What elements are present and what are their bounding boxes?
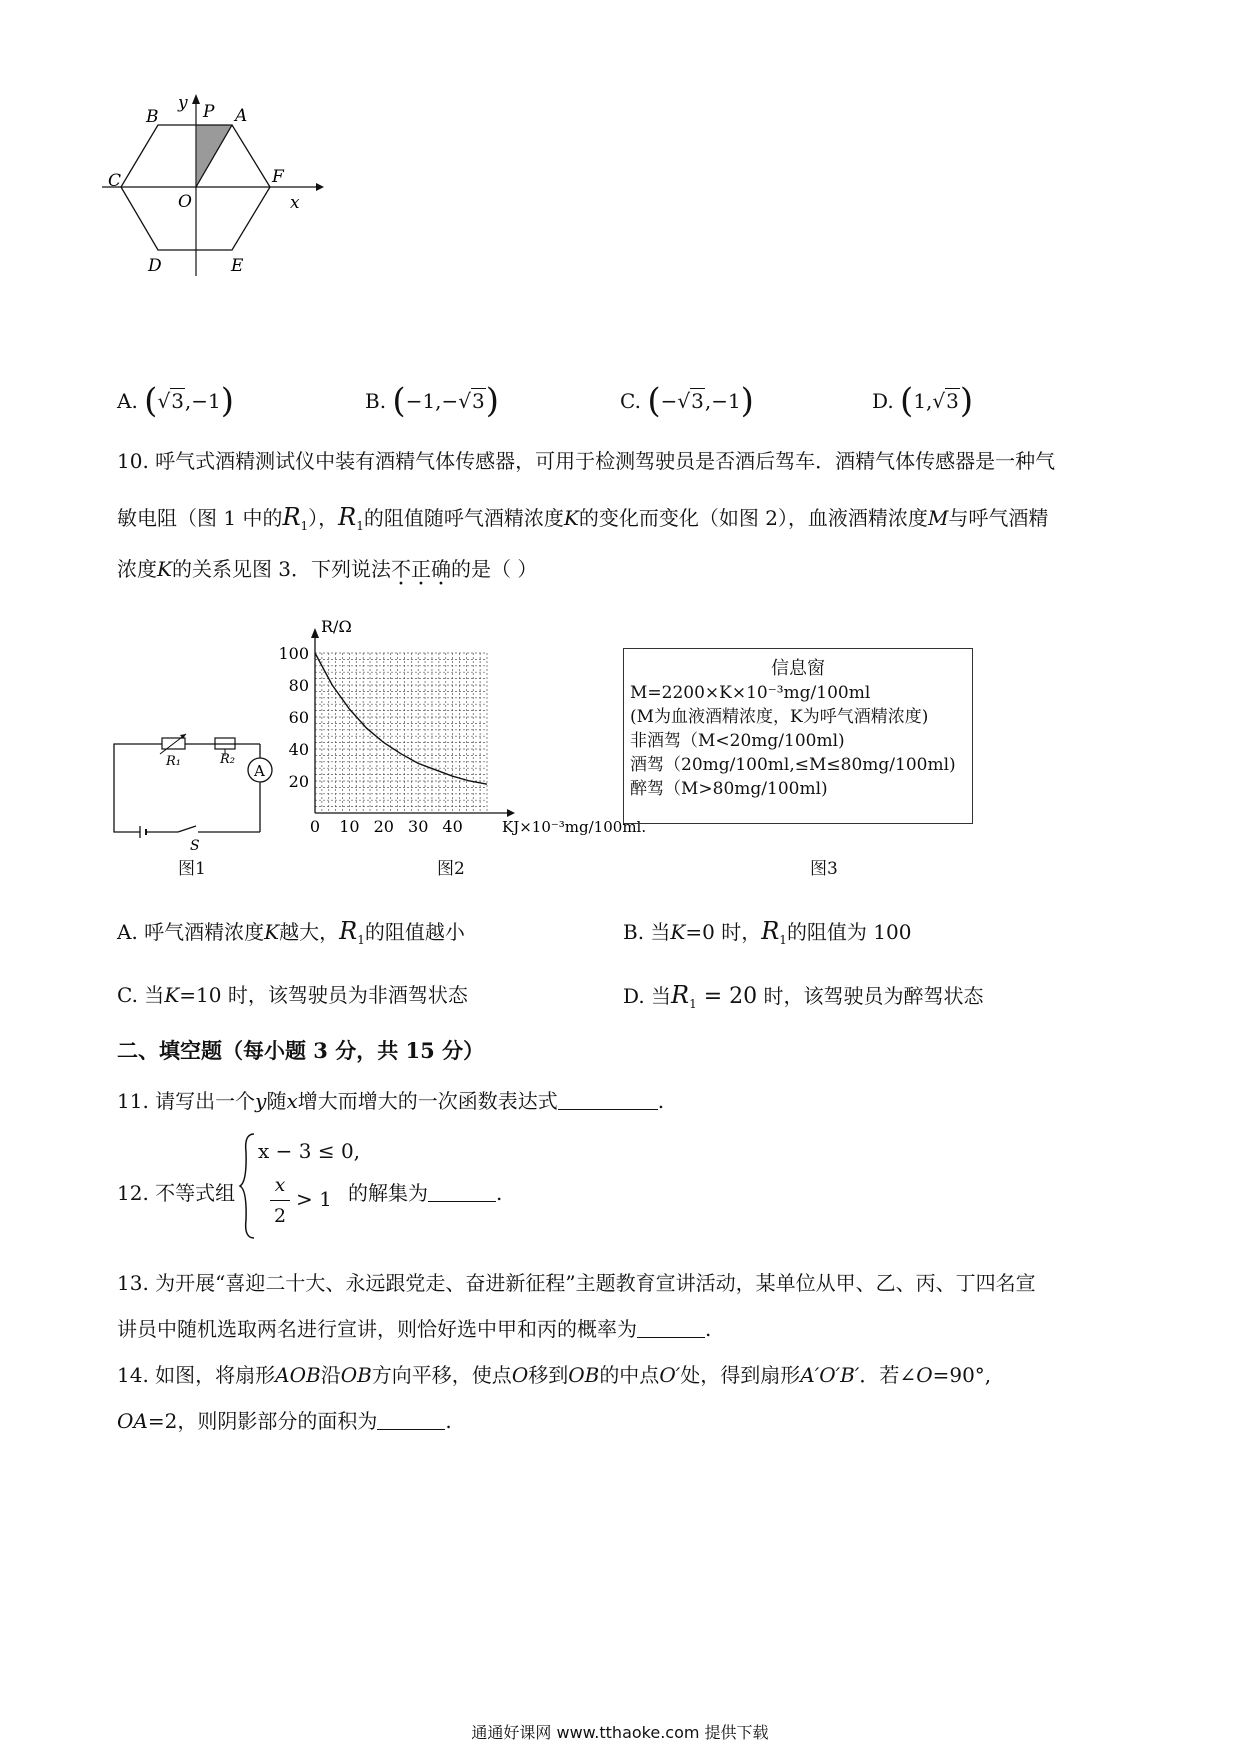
label-F: F — [272, 167, 284, 187]
q13-line2: 讲员中随机选取两名进行宣讲，则恰好选中甲和丙的概率为 . — [117, 1317, 712, 1341]
option-separator: ,− — [435, 389, 459, 413]
paren-close: ) — [220, 381, 235, 421]
sqrt-icon: √ — [932, 389, 946, 413]
label-C: C — [108, 171, 122, 191]
q9-option-c[interactable] — [620, 381, 754, 421]
label-y: y — [178, 93, 188, 113]
sqrt-icon: √ — [677, 389, 691, 413]
y-tick-label: 100 — [278, 644, 309, 663]
option-value: −1 — [711, 389, 741, 413]
info-line: (M为血液酒精浓度，K为呼气酒精浓度) — [630, 707, 929, 727]
q9-option-d[interactable] — [872, 381, 974, 421]
q10-option-c[interactable]: C. 当K=10 时，该驾驶员为非酒驾状态 — [117, 983, 468, 1007]
q10-option-d[interactable]: D. 当$R_1 = 20$ 时，该驾驶员为醉驾状态 — [623, 981, 984, 1011]
option-value: −1 — [405, 389, 436, 413]
fig2-caption: 图2 — [437, 859, 465, 879]
y-axis-arrow — [311, 628, 319, 638]
option-value: −1 — [191, 389, 221, 413]
option-letter: C. — [620, 389, 648, 413]
q14-line2: OA=2，则阴影部分的面积为 . — [117, 1409, 452, 1433]
q10-option-b[interactable]: B. 当K=0 时，$R_1$的阻值为 100 — [623, 917, 912, 947]
resistance-chart — [278, 610, 647, 845]
q11: 11. 请写出一个y随x增大而增大的一次函数表达式 . — [117, 1089, 665, 1113]
svg-text:A: A — [254, 762, 265, 780]
y-axis-arrow — [192, 94, 200, 104]
q10-line1: 10. 呼气式酒精测试仪中装有酒精气体传感器，可用于检测驾驶员是否酒后驾车．酒精气体传感器是一种气 — [117, 449, 1056, 473]
label-O: O — [178, 192, 192, 212]
label-E: E — [231, 256, 244, 276]
label-B: B — [146, 107, 159, 127]
answer-blank[interactable] — [428, 1181, 496, 1202]
info-window-title: 信息窗 — [771, 658, 825, 679]
q10-line3: 浓度K的关系见图 3．下列说法不正确的是（ ） — [117, 557, 538, 581]
paren-open: ( — [900, 381, 914, 421]
switch — [178, 826, 196, 832]
q9-option-b[interactable] — [365, 381, 500, 421]
label-A: A — [235, 106, 248, 126]
q9-option-a[interactable] — [117, 381, 235, 421]
paren-open: ( — [392, 381, 406, 421]
paren-close: ) — [959, 381, 974, 421]
x-axis-arrow — [507, 809, 515, 817]
y-tick-label: 60 — [288, 708, 309, 727]
option-separator: , — [704, 389, 712, 413]
brace-icon — [238, 1132, 258, 1242]
y-axis-label: R/Ω — [321, 617, 352, 636]
label-x: x — [290, 193, 300, 213]
svg-text:R₂: R₂ — [220, 752, 235, 767]
answer-blank[interactable] — [558, 1089, 658, 1110]
paren-close: ) — [485, 381, 500, 421]
q13-line1: 13. 为开展“喜迎二十大、永远跟党走、奋进新征程”主题教育宣讲活动，某单位从甲、乙、丙、丁四名宣 — [117, 1271, 1036, 1295]
info-line: 醉驾（M>80mg/100ml) — [630, 779, 828, 799]
answer-blank[interactable] — [377, 1409, 445, 1430]
x-axis-label: KJ×10⁻³mg/100ml. — [502, 818, 647, 836]
label-P: P — [203, 102, 215, 122]
q10-option-a[interactable]: A. 呼气酒精浓度K越大，$R_1$的阻值越小 — [117, 917, 465, 947]
hexagon-figure — [100, 90, 330, 310]
paren-close: ) — [740, 381, 754, 421]
option-separator: , — [926, 389, 933, 413]
x-tick-label: 20 — [373, 817, 394, 836]
option-value: − — [660, 389, 678, 413]
answer-blank[interactable] — [637, 1317, 705, 1338]
emph-char: 确 — [431, 557, 452, 581]
x-tick-label: 30 — [408, 817, 429, 836]
info-line: 酒驾（20mg/100ml,≤M≤80mg/100ml) — [630, 755, 956, 775]
label-D: D — [148, 256, 162, 276]
option-value: 3 — [946, 389, 959, 413]
x-tick-label: 0 — [309, 817, 321, 836]
sqrt-icon: √ — [157, 389, 171, 413]
y-tick-label: 80 — [288, 676, 309, 695]
q12-inequality-1: x − 3 ≤ 0, — [258, 1139, 361, 1163]
circuit-figure — [110, 730, 280, 870]
y-tick-label: 40 — [288, 740, 309, 759]
x-tick-label: 10 — [339, 817, 360, 836]
q12-prefix: 12. 不等式组 — [117, 1181, 236, 1205]
option-letter: A. — [117, 389, 145, 413]
svg-text:S: S — [190, 838, 200, 854]
footer-text: 通通好课网 www.tthaoke.com 提供下载 — [471, 1723, 769, 1742]
q12-inequality-2: > 1 — [296, 1187, 332, 1211]
fig3-caption: 图3 — [810, 859, 838, 879]
option-letter: D. — [872, 389, 901, 413]
resistance-curve — [315, 653, 487, 784]
option-value: 3 — [691, 389, 704, 413]
x-axis-arrow — [316, 183, 324, 191]
svg-text:R₁: R₁ — [166, 754, 181, 769]
emph-char: 不 — [391, 557, 412, 581]
x-tick-label: 40 — [442, 817, 463, 836]
info-line: 非酒驾（M<20mg/100ml) — [630, 731, 845, 751]
paren-open: ( — [144, 381, 158, 421]
sqrt-icon: √ — [458, 389, 472, 413]
q12-suffix: 的解集为 . — [348, 1181, 503, 1205]
option-value: 1 — [913, 389, 927, 413]
y-tick-label: 20 — [288, 772, 309, 791]
q12-fraction: x 2 — [270, 1172, 290, 1229]
section-title: 二、填空题（每小题 3 分，共 15 分） — [117, 1038, 485, 1063]
paren-open: ( — [647, 381, 661, 421]
option-letter: B. — [365, 389, 393, 413]
option-separator: , — [184, 389, 192, 413]
option-value: 3 — [171, 389, 184, 413]
option-value: 3 — [472, 389, 485, 413]
info-line: M=2200×K×10⁻³mg/100ml — [630, 683, 871, 703]
q10-line2: 敏电阻（图 1 中的$R_1$），$R_1$的阻值随呼气酒精浓度K的变化而变化（如图 2），血液酒精浓度M与呼气酒精 — [117, 503, 1049, 533]
q14-line1: 14. 如图，将扇形AOB沿OB方向平移，使点O移到OB的中点O′处，得到扇形A′O′B′．若∠O=90°, — [117, 1363, 992, 1387]
info-window — [623, 648, 973, 824]
fig1-caption: 图1 — [178, 859, 206, 879]
emph-char: 正 — [411, 557, 432, 581]
